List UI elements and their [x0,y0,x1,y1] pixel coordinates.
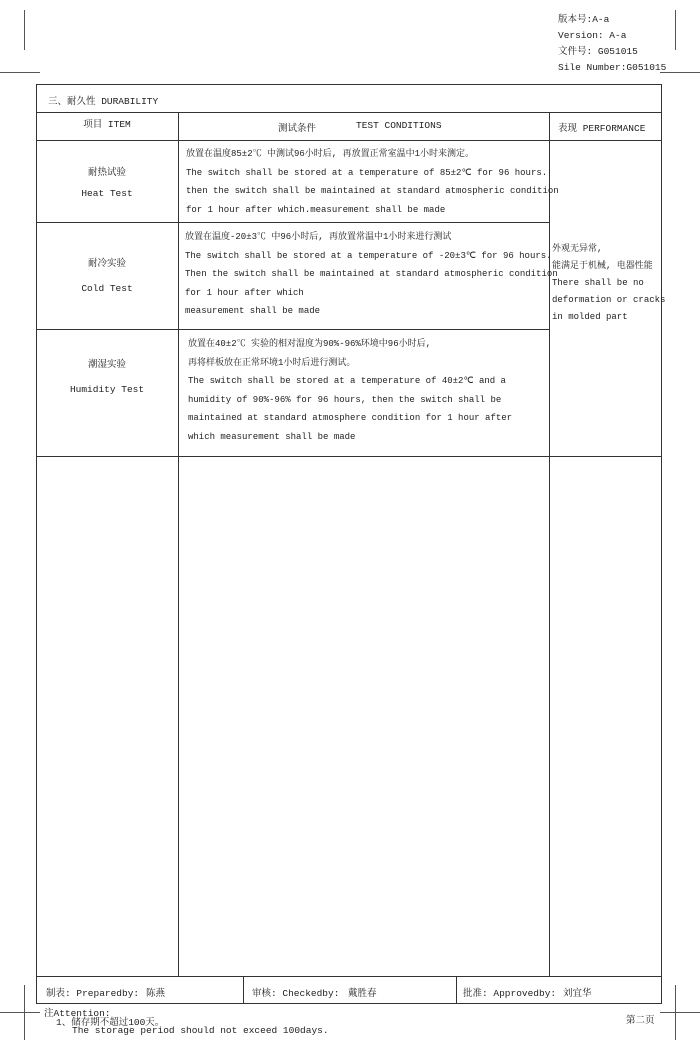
crop-mark [0,72,40,73]
document-header [558,12,666,76]
condition-line: which measurement shall be made [188,431,356,442]
table-column-rule [178,112,179,976]
condition-line: for 1 hour after which.measurement shall be made [186,204,446,215]
condition-line: The switch shall be stored at a temperature of 40±2℃ and a [188,376,506,386]
table-column-rule [243,976,244,1004]
prepared-by-label: 制表: Preparedby: [46,988,140,999]
attention-label: 注Attention: [44,1008,111,1019]
condition-line: 放置在40±2℃ 实验的相对湿度为90%-96%环境中96小时后, [188,339,432,349]
column-header-item: 项目 ITEM [83,119,131,130]
section-title: 三、耐久性 DURABILITY [48,96,159,107]
performance-description [552,241,665,326]
column-header-performance: 表现 PERFORMANCE [558,123,646,134]
test-conditions [188,335,512,446]
table-rule [36,456,662,457]
condition-line: measurement shall be made [185,306,321,316]
table-rule [36,976,662,977]
approved-by-name: 刘宜华 [563,988,592,999]
condition-line: for 1 hour after which [185,287,304,298]
condition-line: 放置在温度-20±3℃ 中96小时后, 再放置常温中1小时来进行测试 [185,232,452,242]
performance-line: There shall be no [552,278,644,288]
test-name-cn: 耐冷实验 [87,258,126,269]
column-header-conditions-cn: 测试条件 [278,123,317,134]
prepared-by-name: 陈燕 [146,988,166,999]
table-rule [36,140,662,141]
performance-line: 能满足于机械, 电器性能 [552,261,653,271]
test-conditions [186,145,559,219]
condition-line: 放置在温度85±2℃ 中测试96小时后, 再放置正常室温中1小时来测定。 [186,149,475,159]
test-name-cn: 潮湿实验 [87,359,126,370]
checked-by-name: 戴胜春 [348,988,377,999]
file-number-en: Sile Number:G051015 [558,62,667,73]
table-rule [36,329,550,330]
approved-by-label: 批准: Approvedby: [463,988,557,999]
condition-line: maintained at standard atmosphere condition for 1 hour after [188,413,513,423]
version-cn: 版本号:A-a [558,14,610,25]
condition-line: The switch shall be stored at a temperature of -20±3℃ for 96 hours. [185,250,552,261]
condition-line: The switch shall be stored at a temperature of 85±2℃ for 96 hours. [186,167,548,178]
crop-mark [24,985,25,1040]
test-conditions [185,228,558,321]
performance-line: 外观无异常, [552,244,603,254]
performance-line: in molded part [552,312,628,322]
condition-line: then the switch shall be maintained at standard atmospheric condition [186,186,559,196]
crop-mark [0,1012,40,1013]
crop-mark [24,10,25,50]
column-header-conditions-en: TEST CONDITIONS [356,120,442,131]
condition-line: humidity of 90%-96% for 96 hours, then the switch shall be [188,394,502,405]
test-name-cn: 耐热试验 [87,167,126,178]
version-en: Version: A-a [558,30,627,41]
crop-mark [660,1012,700,1013]
checked-by-label: 审核: Checkedby: [252,988,340,999]
table-column-rule [456,976,457,1004]
table-rule [36,222,550,223]
condition-line: Then the switch shall be maintained at standard atmospheric condition [185,269,558,279]
file-number-cn: 文件号: G051015 [558,46,638,57]
test-name-en: Cold Test [81,283,133,294]
crop-mark [675,985,676,1040]
performance-line: deformation or cracks [552,295,666,305]
test-name-en: Heat Test [81,188,133,199]
attention-item-cn: 1、储存期不超过100天。 [56,1017,165,1028]
page-number: 第二页 [626,1015,655,1026]
attention-item-en: The storage period should not exceed 100days. [72,1025,329,1036]
condition-line: 再将样板放在正常环境1小时后进行测试。 [188,357,356,368]
crop-mark [675,10,676,50]
test-name-en: Humidity Test [69,384,145,395]
